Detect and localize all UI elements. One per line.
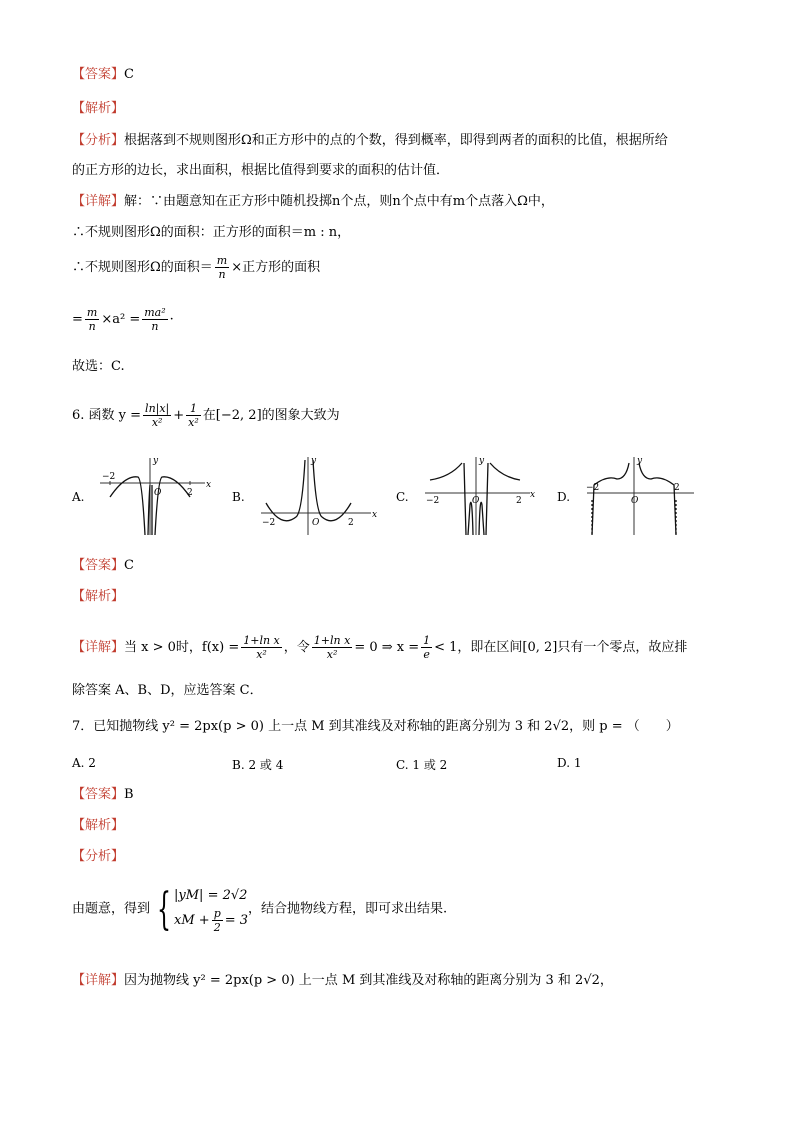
equation-system xyxy=(174,885,248,934)
graph-d-curve-left xyxy=(592,463,629,535)
graph-c-curve-right-top xyxy=(490,463,520,480)
q7-option-a: A. 2 xyxy=(72,756,96,770)
q7-fenxi-post: ，结合抛物线方程，即可求出结果. xyxy=(248,901,448,917)
graph-d-tick-pos: 2 xyxy=(674,483,680,493)
q7-fenxi-pre: 由题意，得到 xyxy=(72,901,151,917)
fraction-ma2-n: $\frac{\text{ma²}}{n}$ xyxy=(144,306,166,333)
q7-answer: B xyxy=(124,787,134,802)
q7-stem-text: 7．已知抛物线 y² = 2px(p > 0) 上一点 M 到其准线及对称轴的距离分别为 3 和 2√2，则 p = （ ） xyxy=(72,719,679,734)
graph-b-tick-pos: 2 xyxy=(348,518,354,528)
q5-choose-line xyxy=(72,358,125,376)
graph-c-x-label: x xyxy=(530,490,536,500)
q6-option-b-label: B. xyxy=(232,490,245,504)
graph-a-tick-neg: −2 xyxy=(102,472,116,482)
q7-option-b: B. 2 或 4 xyxy=(232,758,284,772)
fraction-1-e: $\frac{1}{e}$ xyxy=(423,634,431,661)
brace-symbol: { xyxy=(157,883,172,935)
q5-detail-line1 xyxy=(72,193,554,211)
q6-stem-post: 在[−2, 2]的图象大致为 xyxy=(202,408,340,423)
graph-a-x-label: x xyxy=(206,480,212,490)
detail-tag: 【详解】 xyxy=(72,194,125,209)
equation-line1: |yM| = 2√2 xyxy=(174,888,248,903)
graph-d xyxy=(582,455,702,540)
answer-tag: 【答案】 xyxy=(72,67,125,82)
q5-choose: 故选：C. xyxy=(72,359,125,374)
fenxi-tag: 【分析】 xyxy=(72,133,125,148)
graph-a xyxy=(90,455,215,540)
graph-b-curve-left xyxy=(266,460,305,521)
q5-detail-line4: = $\frac{m}{n}$ ×a² = $\frac{\text{ma²}}{n}$ · xyxy=(72,306,174,333)
answer-tag: 【答案】 xyxy=(72,558,125,573)
answer-tag: 【答案】 xyxy=(72,787,125,802)
fraction-1-x2: $\frac{1}{\text{x²}}$ xyxy=(188,402,199,429)
graph-c xyxy=(420,455,545,540)
fraction-lnx-x2: $\frac{\ln|x|}{\text{x²}}$ xyxy=(145,402,170,429)
graph-d-origin: O xyxy=(631,496,639,506)
graph-c-origin: O xyxy=(472,496,480,506)
equation-line2-pre: xM + xyxy=(174,913,210,928)
graph-c-tick-pos: 2 xyxy=(516,496,522,506)
q7-answer-line xyxy=(72,786,134,804)
q6-detail-mid2: = 0 ⇒ x = xyxy=(354,640,420,655)
q5-fenxi-line2 xyxy=(72,162,449,180)
q7-analysis-line xyxy=(72,817,124,835)
fraction-1lnx-x2: $\frac{\text{1+ln x}}{\text{x²}}$ xyxy=(243,634,280,661)
q6-option-c-label: C. xyxy=(396,490,409,504)
detail-tag: 【详解】 xyxy=(72,973,125,988)
q6-detail-line1 xyxy=(72,634,687,661)
q7-fenxi-tag-line xyxy=(72,848,124,866)
q7-stem xyxy=(72,718,679,736)
graph-b xyxy=(256,455,381,540)
q7-fenxi-line xyxy=(72,885,447,934)
q5-detail-line2 xyxy=(72,224,350,242)
q6-stem: 6. 函数 y = $\frac{\ln|x|}{\text{x²}}$ + $\frac{1}{\text{x²}}$ 在[−2, 2]的图象大致为 xyxy=(72,402,340,429)
graph-d-curve-right xyxy=(639,463,676,535)
q6-detail-post: < 1，即在区间[0, 2]只有一个零点，故应排 xyxy=(434,640,688,655)
q5-analysis-line xyxy=(72,100,124,118)
fraction-m-n-2: $\frac{m}{n}$ xyxy=(86,306,98,333)
q5-detail-text3-post: ×正方形的面积 xyxy=(231,260,321,275)
q6-detail-line2 xyxy=(72,682,263,700)
q7-option-c: C. 1 或 2 xyxy=(396,758,448,772)
q5-detail-text1: 解：∵由题意知在正方形中随机投掷n个点，则n个点中有m个点落入Ω中， xyxy=(124,194,554,209)
graph-b-x-label: x xyxy=(372,510,378,520)
q6-stem-pre: 6. 函数 y = xyxy=(72,408,142,423)
q7-detail-text: 因为抛物线 y² = 2px(p > 0) 上一点 M 到其准线及对称轴的距离分别为 3 和 2√2， xyxy=(124,973,613,988)
graph-b-origin: O xyxy=(312,518,320,528)
q6-answer-line xyxy=(72,557,134,575)
graph-a-curve-left xyxy=(110,477,145,535)
q6-option-a-label: A. xyxy=(72,490,85,504)
q6-detail-pre: 当 x > 0时，f(x) = xyxy=(124,640,240,655)
q5-fenxi-line1 xyxy=(72,132,668,150)
graph-c-y-label: y xyxy=(479,456,485,466)
fraction-m-n: $\frac{m}{n}$ xyxy=(216,254,228,281)
q5-answer: C xyxy=(124,67,134,82)
graph-c-curve-right-bottom xyxy=(479,502,484,535)
graph-c-curve-left-top xyxy=(430,463,462,480)
q7-detail-line xyxy=(72,972,613,990)
graph-c-tick-neg: −2 xyxy=(426,496,440,506)
graph-c-curve-left-bottom xyxy=(468,502,473,535)
q7-option-d: D. 1 xyxy=(557,756,582,770)
equation-line2-post: = 3 xyxy=(224,913,249,928)
fenxi-tag: 【分析】 xyxy=(72,849,125,864)
analysis-tag: 【解析】 xyxy=(72,101,125,116)
analysis-tag: 【解析】 xyxy=(72,589,125,604)
graph-d-tick-neg: −2 xyxy=(586,483,600,493)
graph-a-curve-right xyxy=(155,477,190,535)
graph-a-y-label: y xyxy=(153,456,159,466)
fraction-p-2: $\frac{p}{2}$ xyxy=(213,907,221,934)
q6-option-d-label: D. xyxy=(557,490,571,504)
analysis-tag: 【解析】 xyxy=(72,818,125,833)
q6-detail-mid: ，令 xyxy=(283,640,310,655)
detail-tag: 【详解】 xyxy=(72,640,125,655)
q6-analysis-line xyxy=(72,588,124,606)
q5-detail-line3 xyxy=(72,254,320,281)
fraction-1lnx-x2-2: $\frac{\text{1+ln x}}{\text{x²}}$ xyxy=(313,634,351,661)
graph-d-y-label: y xyxy=(637,456,643,466)
q6-detail-text2: 除答案 A、B、D，应选答案 C． xyxy=(72,683,263,698)
q6-answer: C xyxy=(124,558,134,573)
q5-fenxi-text1: 根据落到不规则图形Ω和正方形中的点的个数，得到概率，即得到两者的面积的比值，根据所给 xyxy=(124,133,668,148)
q5-detail-text4-mid: ×a² = xyxy=(101,312,141,327)
q5-fenxi-text2: 的正方形的边长，求出面积，根据比值得到要求的面积的估计值． xyxy=(72,163,450,178)
graph-a-tick-pos: 2 xyxy=(187,488,193,498)
graph-b-curve-right xyxy=(313,460,351,521)
q5-detail-text3-pre: ∴不规则图形Ω的面积＝ xyxy=(72,260,213,275)
graph-b-y-label: y xyxy=(311,456,317,466)
graph-b-tick-neg: −2 xyxy=(262,518,276,528)
graph-a-origin: O xyxy=(154,488,162,498)
q5-answer-line xyxy=(72,66,134,84)
q5-detail-text2: ∴不规则图形Ω的面积：正方形的面积＝m : n， xyxy=(72,225,351,240)
